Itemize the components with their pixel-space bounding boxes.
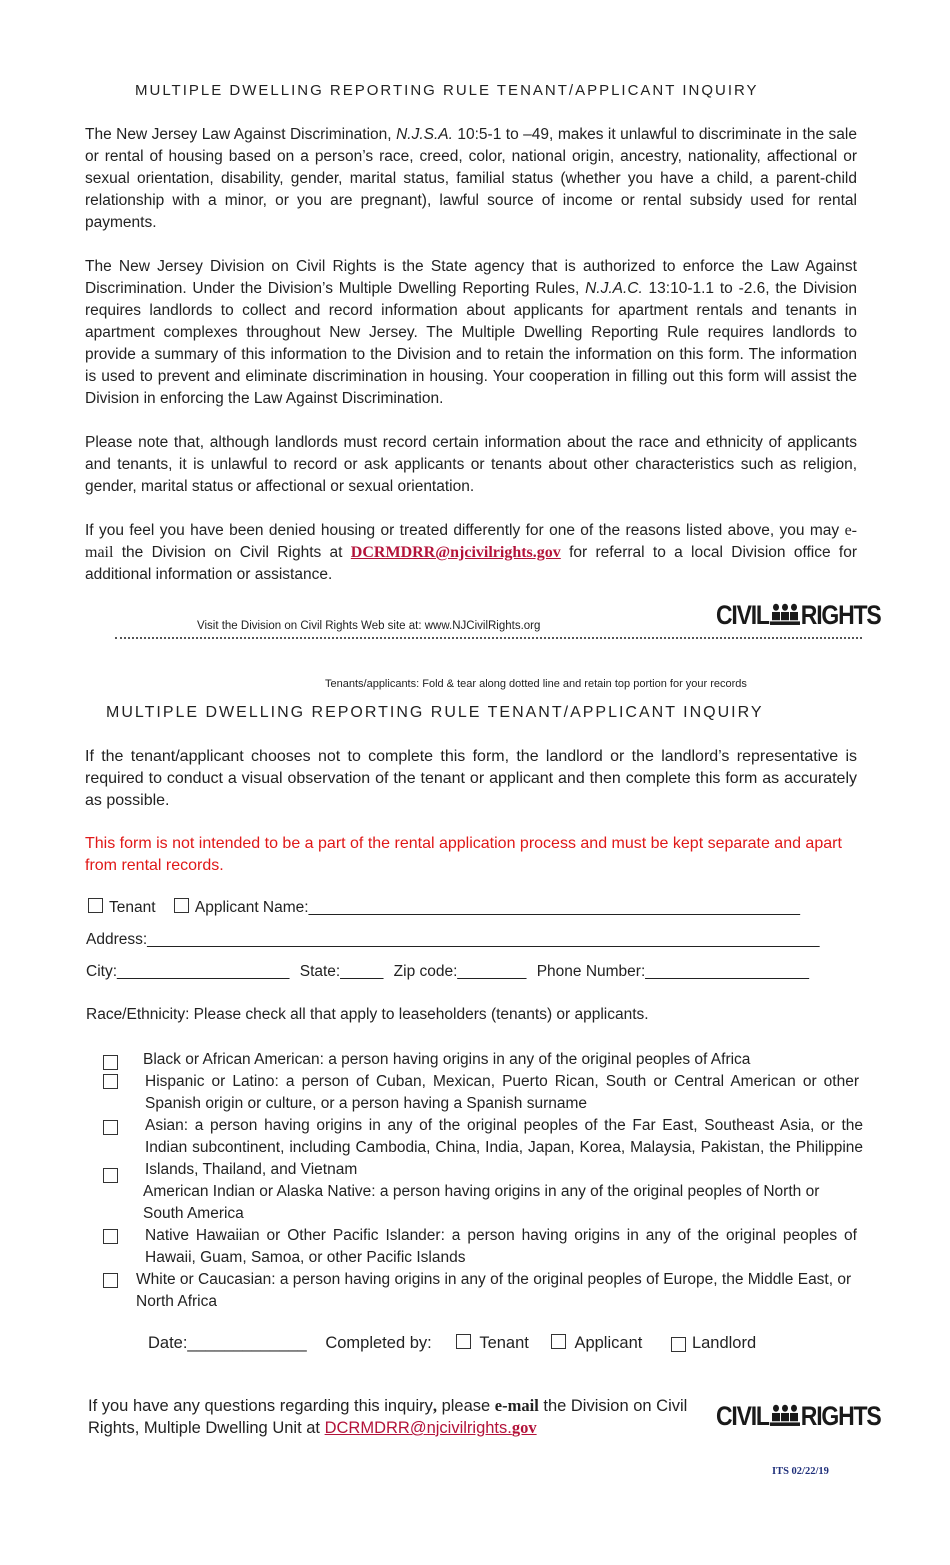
race-checkbox-hispanic[interactable] — [103, 1074, 118, 1089]
race-checkbox-american-indian[interactable] — [103, 1168, 118, 1183]
paragraph-division: The New Jersey Division on Civil Rights is the State agency that is authorized to enforce the Law Against Discrimination. Under the Division’s Multiple Dwelling Reporting Rules, N.J.A.C. 13:10-1.1 to -2.6, the Division requires landlords to collect and record information about applicants for apartment rentals and tenants in apartment complexes throughout New Jersey. The Multiple Dwelling Reporting Rule requires landlords to provide a summary of this information to the Division and to retain the information on this form. The information is used to prevent and eliminate discrimination in housing. Your cooperation in filling out this form will assist the Division in enforcing the Law Against Discrimination. — [85, 258, 857, 407]
address-field[interactable]: Address:______________________________________________________________________________ — [86, 931, 820, 948]
completed-landlord-checkbox[interactable] — [671, 1337, 686, 1352]
race-option-american-indian: American Indian or Alaska Native: a person having origins in any of the original peoples of North or South America — [143, 1183, 820, 1222]
race-heading: Race/Ethnicity: Please check all that apply to leaseholders (tenants) or applicants. — [86, 1006, 649, 1023]
form-code: ITS 02/22/19 — [772, 1466, 829, 1477]
location-row — [86, 963, 809, 981]
paragraph-contact: If you feel you have been denied housing or treated differently for one of the reasons listed above, you may e-mail the Division on Civil Rights at DCRMDRR@njcivilrights.gov for referral to a local Division office for additional information or assistance. — [85, 522, 857, 583]
race-option-asian: Asian: a person having origins in any of the original peoples of the Far East, Southeast Asia, or the Indian subcontinent, including Cambodia, China, India, Japan, Korea, Malaysia, Pakistan, the Philippine Islands, Thailand, and Vietnam — [145, 1117, 863, 1178]
civil-rights-logo: CIVIL RIGHTS — [716, 599, 881, 630]
civil-rights-logo-bottom: CIVIL RIGHTS — [716, 1400, 881, 1431]
state-field[interactable]: State:_____ — [299, 963, 384, 980]
race-option-hispanic: Hispanic or Latino: a person of Cuban, Mexican, Puerto Rican, South or Central American or other Spanish origin or culture, or a person having a Spanish surname — [145, 1073, 859, 1112]
completion-row — [148, 1334, 756, 1353]
phone-field[interactable]: Phone Number:___________________ — [536, 963, 810, 980]
completed-tenant-checkbox[interactable] — [456, 1334, 471, 1349]
top-body — [85, 124, 857, 608]
people-icon — [770, 1404, 800, 1428]
tear-line — [115, 637, 862, 639]
footer-email-link[interactable]: DCRMDRR@njcivilrights.gov — [324, 1418, 537, 1437]
paragraph-law: The New Jersey Law Against Discrimination, N.J.S.A. 10:5-1 to –49, makes it unlawful to discriminate in the sale or rental of housing based on a person’s race, creed, color, national origin, ancestry, nationality, affectional or sexual orientation, disability, gender, marital status, familial status (whether you have a child, a parent-child relationship with a minor, or you are pregnant), lawful source of income or rental subsidy used for rental payments. — [85, 126, 857, 231]
completed-applicant-label: Applicant — [574, 1334, 643, 1352]
race-checkbox-hawaiian[interactable] — [103, 1229, 118, 1244]
tenant-checkbox[interactable] — [88, 898, 103, 913]
people-icon — [770, 603, 800, 627]
bottom-title: MULTIPLE DWELLING REPORTING RULE TENANT/APPLICANT INQUIRY — [106, 704, 764, 721]
race-option-black: Black or African American: a person having origins in any of the original peoples of Africa — [143, 1051, 751, 1068]
email-link[interactable]: DCRMDRR@njcivilrights.gov — [350, 544, 561, 561]
completed-applicant-checkbox[interactable] — [551, 1334, 566, 1349]
name-row — [88, 898, 800, 917]
website-note: Visit the Division on Civil Rights Web site at: www.NJCivilRights.org — [197, 620, 541, 632]
completed-tenant-label: Tenant — [479, 1334, 529, 1352]
race-checkbox-black[interactable] — [103, 1055, 118, 1070]
bottom-intro: If the tenant/applicant chooses not to complete this form, the landlord or the landlord’s representative is required to conduct a visual observation of the tenant or applicant and then complete this form as accurately as possible. — [85, 748, 857, 809]
zip-field[interactable]: Zip code:________ — [393, 963, 527, 980]
warning-text: This form is not intended to be a part of the rental application process and must be kept separate and apart from rental records. — [85, 835, 842, 874]
citation: N.J.S.A. — [396, 126, 453, 143]
city-field[interactable]: City:____________________ — [86, 963, 290, 980]
completed-landlord-label: Landlord — [691, 1334, 757, 1352]
race-option-white: White or Caucasian: a person having origins in any of the original peoples of Europe, the Middle East, or North Africa — [136, 1271, 852, 1310]
date-field[interactable]: Date:_____________ — [148, 1334, 307, 1352]
citation: N.J.A.C. — [585, 280, 643, 297]
race-checkbox-white[interactable] — [103, 1273, 118, 1288]
tear-instruction: Tenants/applicants: Fold & tear along dotted line and retain top portion for your records — [325, 678, 747, 690]
paragraph-note: Please note that, although landlords must record certain information about the race and ethnicity of applicants and tenants, it is unlawful to record or ask applicants or tenants about other characteristics such as religion, gender, marital status or affectional or sexual orientation. — [85, 434, 857, 495]
completed-by-label: Completed by: — [325, 1334, 432, 1352]
applicant-name-field[interactable]: Applicant Name:_________________________________________________________ — [194, 899, 800, 916]
race-option-hawaiian: Native Hawaiian or Other Pacific Islander: a person having origins in any of the original peoples of Hawaii, Guam, Samoa, or other Pacific Islands — [145, 1227, 857, 1266]
top-title: MULTIPLE DWELLING REPORTING RULE TENANT/APPLICANT INQUIRY — [135, 82, 759, 99]
footer-text: If you have any questions regarding this inquiry, please e-mail the Division on Civil Rights, Multiple Dwelling Unit at DCRMDRR@njcivilrights.gov — [88, 1396, 688, 1437]
race-checkbox-asian[interactable] — [103, 1120, 118, 1135]
tenant-label: Tenant — [109, 899, 156, 916]
applicant-checkbox[interactable] — [174, 898, 189, 913]
